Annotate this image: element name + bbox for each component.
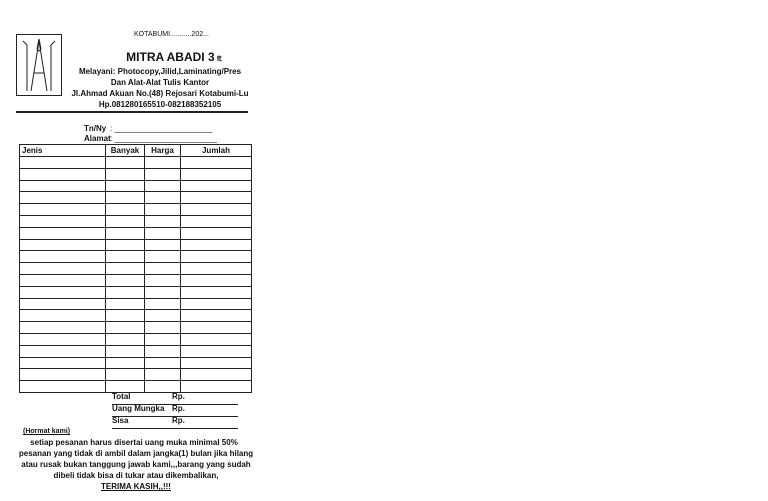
cell-banyak[interactable] (106, 157, 145, 169)
cell-jenis[interactable] (20, 204, 106, 216)
header-jumlah: Jumlah (181, 145, 252, 157)
company-services-2: Dan Alat-Alat Tulis Kantor (110, 78, 210, 87)
regards-label: (Hormat kami) (23, 428, 71, 435)
cell-harga[interactable] (145, 157, 181, 169)
table-row (20, 239, 252, 251)
note-line-1: setiap pesanan harus disertai uang muka minimal 50% (30, 438, 238, 447)
cell-harga[interactable] (145, 180, 181, 192)
cell-harga[interactable] (145, 215, 181, 227)
cell-jumlah[interactable] (181, 286, 252, 298)
cell-harga[interactable] (145, 298, 181, 310)
customer-name-label: Tn/Ny (84, 124, 107, 133)
cell-jenis[interactable] (20, 215, 106, 227)
cell-jumlah[interactable] (181, 168, 252, 180)
remaining-line (112, 428, 238, 429)
cell-banyak[interactable] (106, 274, 145, 286)
table-row (20, 157, 252, 169)
cell-banyak[interactable] (106, 286, 145, 298)
company-logo (16, 34, 62, 96)
header-jenis: Jenis (20, 145, 106, 157)
cell-banyak[interactable] (106, 227, 145, 239)
table-row (20, 263, 252, 275)
note-line-3: atau rusak bukan tanggung jawab kami,,,barang yang sudah (21, 460, 251, 469)
cell-jenis[interactable] (20, 298, 106, 310)
cell-jenis[interactable] (20, 239, 106, 251)
cell-harga[interactable] (145, 381, 181, 393)
cell-harga[interactable] (145, 239, 181, 251)
cell-jenis[interactable] (20, 357, 106, 369)
cell-harga[interactable] (145, 204, 181, 216)
cell-harga[interactable] (145, 310, 181, 322)
table-row (20, 180, 252, 192)
customer-name-field[interactable]: : ______________________ (110, 124, 213, 133)
table-row (20, 345, 252, 357)
table-row (20, 192, 252, 204)
cell-harga[interactable] (145, 357, 181, 369)
cell-harga[interactable] (145, 168, 181, 180)
cell-banyak[interactable] (106, 369, 145, 381)
cell-jenis[interactable] (20, 310, 106, 322)
table-row (20, 381, 252, 393)
table-body (20, 157, 252, 393)
table-row (20, 227, 252, 239)
cell-jenis[interactable] (20, 192, 106, 204)
cell-harga[interactable] (145, 227, 181, 239)
date-line: KOTABUMI...........202... (134, 31, 209, 38)
cell-jenis[interactable] (20, 263, 106, 275)
cell-banyak[interactable] (106, 168, 145, 180)
cell-harga[interactable] (145, 333, 181, 345)
cell-harga[interactable] (145, 369, 181, 381)
cell-jumlah[interactable] (181, 157, 252, 169)
remaining-currency: Rp. (172, 416, 185, 425)
cell-banyak[interactable] (106, 180, 145, 192)
deposit-currency: Rp. (172, 404, 185, 413)
cell-banyak[interactable] (106, 215, 145, 227)
cell-jenis[interactable] (20, 227, 106, 239)
company-services: Melayani: Photocopy,Jilid,Laminating/Pres (78, 67, 242, 76)
cell-banyak[interactable] (106, 204, 145, 216)
cell-jumlah[interactable] (181, 180, 252, 192)
table-row (20, 357, 252, 369)
table-row (20, 274, 252, 286)
cell-jumlah[interactable] (181, 274, 252, 286)
cell-jenis[interactable] (20, 251, 106, 263)
cell-harga[interactable] (145, 345, 181, 357)
cell-jumlah[interactable] (181, 263, 252, 275)
table-row (20, 310, 252, 322)
cell-jenis[interactable] (20, 286, 106, 298)
cell-jumlah[interactable] (181, 204, 252, 216)
cell-jumlah[interactable] (181, 298, 252, 310)
header-divider (16, 111, 248, 113)
cell-banyak[interactable] (106, 239, 145, 251)
cell-harga[interactable] (145, 192, 181, 204)
cell-banyak[interactable] (106, 345, 145, 357)
cell-jumlah[interactable] (181, 215, 252, 227)
cell-banyak[interactable] (106, 192, 145, 204)
company-address: Jl.Ahmad Akuan No.(48) Rejosari Kotabumi-Lu (71, 89, 249, 98)
table-row (20, 286, 252, 298)
total-currency: Rp. (172, 392, 185, 401)
cell-jumlah[interactable] (181, 251, 252, 263)
cell-jenis[interactable] (20, 322, 106, 334)
remaining-label: Sisa (112, 416, 129, 425)
note-line-4: dibeli tidak bisa di tukar atau dikembalikan, (53, 471, 219, 480)
table-header-row (20, 145, 252, 157)
thanks-text: TERIMA KASIH,,!!! (101, 482, 171, 491)
cell-jumlah[interactable] (181, 345, 252, 357)
cell-jumlah[interactable] (181, 239, 252, 251)
cell-jumlah[interactable] (181, 322, 252, 334)
cell-jenis[interactable] (20, 157, 106, 169)
table-row (20, 168, 252, 180)
table-row (20, 215, 252, 227)
cell-jenis[interactable] (20, 274, 106, 286)
customer-address-label: Alamat (84, 134, 111, 143)
cell-jumlah[interactable] (181, 369, 252, 381)
cell-jumlah[interactable] (181, 357, 252, 369)
cell-jenis[interactable] (20, 369, 106, 381)
cell-jenis[interactable] (20, 168, 106, 180)
cell-harga[interactable] (145, 263, 181, 275)
cell-harga[interactable] (145, 322, 181, 334)
cell-jumlah[interactable] (181, 192, 252, 204)
table-row (20, 369, 252, 381)
table-row (20, 204, 252, 216)
note-line-2: pesanan yang tidak di ambil dalam jangka(1) bulan jika hilang (18, 449, 254, 458)
table-row (20, 298, 252, 310)
logo-mark-icon (17, 35, 61, 95)
cell-banyak[interactable] (106, 381, 145, 393)
cell-banyak[interactable] (106, 310, 145, 322)
cell-harga[interactable] (145, 286, 181, 298)
table-row (20, 251, 252, 263)
cell-jenis[interactable] (20, 345, 106, 357)
cell-banyak[interactable] (106, 263, 145, 275)
table-row (20, 333, 252, 345)
total-label: Total (112, 392, 131, 401)
cell-jenis[interactable] (20, 333, 106, 345)
cell-harga[interactable] (145, 274, 181, 286)
cell-jumlah[interactable] (181, 310, 252, 322)
deposit-label: Uang Mungka (112, 404, 165, 413)
cell-banyak[interactable] (106, 322, 145, 334)
header-harga: Harga (145, 145, 181, 157)
cell-jumlah[interactable] (181, 381, 252, 393)
cell-banyak[interactable] (106, 357, 145, 369)
company-name: MITRA ABADI 3 ₶ (126, 50, 222, 64)
cell-harga[interactable] (145, 251, 181, 263)
cell-jumlah[interactable] (181, 227, 252, 239)
cell-jenis[interactable] (20, 381, 106, 393)
cell-banyak[interactable] (106, 251, 145, 263)
cell-banyak[interactable] (106, 298, 145, 310)
table-row (20, 322, 252, 334)
customer-address-field[interactable]: : _______________________ (110, 134, 217, 143)
company-phone: Hp.081280165510-082188352105 (98, 100, 222, 109)
header-banyak: Banyak (106, 145, 145, 157)
cell-banyak[interactable] (106, 333, 145, 345)
cell-jenis[interactable] (20, 180, 106, 192)
cell-jumlah[interactable] (181, 333, 252, 345)
order-table (19, 144, 252, 393)
